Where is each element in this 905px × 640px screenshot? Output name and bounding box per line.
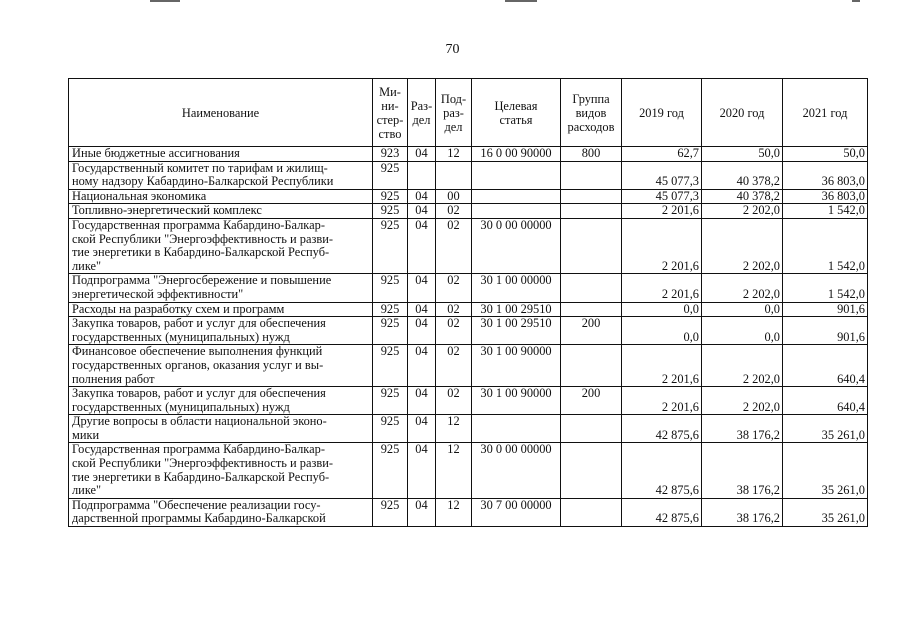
header-subsection: Под- раз- дел <box>436 79 472 147</box>
cell-ministry: 925 <box>373 443 408 498</box>
cell-ministry: 925 <box>373 274 408 302</box>
cell-name: Подпрограмма "Энергосбережение и повышение энергетической эффективности" <box>69 274 373 302</box>
table-row <box>69 387 868 415</box>
cell-2021: 36 803,0 <box>783 161 868 189</box>
cell-target-article: 30 7 00 00000 <box>472 498 561 526</box>
cell-target-article: 30 0 00 00000 <box>472 218 561 273</box>
cell-section <box>408 161 436 189</box>
cell-expense-group <box>561 204 622 219</box>
cell-2021: 901,6 <box>783 302 868 317</box>
cell-ministry: 925 <box>373 161 408 189</box>
cell-subsection: 00 <box>436 189 472 204</box>
cell-2019: 45 077,3 <box>622 189 702 204</box>
table-body <box>69 147 868 527</box>
cell-2019: 42 875,6 <box>622 498 702 526</box>
cell-subsection: 02 <box>436 387 472 415</box>
cell-ministry: 925 <box>373 498 408 526</box>
cell-target-article: 30 1 00 90000 <box>472 345 561 387</box>
cell-ministry: 925 <box>373 345 408 387</box>
cell-expense-group <box>561 161 622 189</box>
cell-section: 04 <box>408 345 436 387</box>
cell-2019: 62,7 <box>622 147 702 162</box>
cell-section: 04 <box>408 415 436 443</box>
cell-target-article <box>472 161 561 189</box>
cell-ministry: 925 <box>373 204 408 219</box>
cell-name: Другие вопросы в области национальной эконо- мики <box>69 415 373 443</box>
cell-name: Государственная программа Кабардино-Балкар- ской Республики "Энергоэффективность и разви- тие энергетики в Кабардино-Балкарской Респуб- лике" <box>69 443 373 498</box>
cell-2019: 2 201,6 <box>622 218 702 273</box>
cell-2020: 40 378,2 <box>702 161 783 189</box>
cell-target-article: 30 1 00 00000 <box>472 274 561 302</box>
table-row <box>69 302 868 317</box>
cell-expense-group <box>561 498 622 526</box>
header-section: Раз- дел <box>408 79 436 147</box>
cell-2019: 0,0 <box>622 302 702 317</box>
budget-table <box>68 78 868 527</box>
cell-subsection: 02 <box>436 204 472 219</box>
cell-2020: 38 176,2 <box>702 415 783 443</box>
header-name: Наименование <box>69 79 373 147</box>
table-row <box>69 274 868 302</box>
cell-subsection: 12 <box>436 147 472 162</box>
cell-name: Закупка товаров, работ и услуг для обеспечения государственных (муниципальных) нужд <box>69 317 373 345</box>
cell-ministry: 925 <box>373 415 408 443</box>
cell-2019: 42 875,6 <box>622 415 702 443</box>
top-rule-center <box>505 0 537 2</box>
table-row <box>69 498 868 526</box>
cell-2019: 0,0 <box>622 317 702 345</box>
cell-subsection: 02 <box>436 302 472 317</box>
cell-2020: 40 378,2 <box>702 189 783 204</box>
cell-2021: 1 542,0 <box>783 218 868 273</box>
table-row <box>69 218 868 273</box>
cell-expense-group: 800 <box>561 147 622 162</box>
cell-target-article: 30 1 00 29510 <box>472 302 561 317</box>
cell-name: Расходы на разработку схем и программ <box>69 302 373 317</box>
cell-target-article: 30 1 00 90000 <box>472 387 561 415</box>
cell-target-article: 16 0 00 90000 <box>472 147 561 162</box>
cell-expense-group <box>561 302 622 317</box>
cell-subsection: 12 <box>436 498 472 526</box>
cell-section: 04 <box>408 317 436 345</box>
cell-section: 04 <box>408 147 436 162</box>
cell-name: Топливно-энергетический комплекс <box>69 204 373 219</box>
cell-target-article: 30 1 00 29510 <box>472 317 561 345</box>
table-row <box>69 317 868 345</box>
cell-expense-group <box>561 415 622 443</box>
cell-expense-group <box>561 345 622 387</box>
cell-subsection: 12 <box>436 443 472 498</box>
cell-2021: 50,0 <box>783 147 868 162</box>
cell-name: Государственная программа Кабардино-Балкар- ской Республики "Энергоэффективность и разви- тие энергетики в Кабардино-Балкарской Респуб- лике" <box>69 218 373 273</box>
table-row <box>69 443 868 498</box>
cell-name: Закупка товаров, работ и услуг для обеспечения государственных (муниципальных) нужд <box>69 387 373 415</box>
header-year-2019: 2019 год <box>622 79 702 147</box>
cell-subsection <box>436 161 472 189</box>
cell-section: 04 <box>408 302 436 317</box>
cell-section: 04 <box>408 274 436 302</box>
cell-2021: 640,4 <box>783 387 868 415</box>
cell-2019: 2 201,6 <box>622 387 702 415</box>
table-row <box>69 161 868 189</box>
cell-expense-group: 200 <box>561 387 622 415</box>
page-number: 70 <box>445 42 460 57</box>
cell-2020: 2 202,0 <box>702 345 783 387</box>
cell-name: Иные бюджетные ассигнования <box>69 147 373 162</box>
cell-target-article <box>472 204 561 219</box>
cell-name: Финансовое обеспечение выполнения функций государственных органов, оказания услуг и вы- полнения работ <box>69 345 373 387</box>
cell-section: 04 <box>408 443 436 498</box>
cell-name: Государственный комитет по тарифам и жилищ- ному надзору Кабардино-Балкарской Республики <box>69 161 373 189</box>
cell-2021: 36 803,0 <box>783 189 868 204</box>
cell-2019: 2 201,6 <box>622 204 702 219</box>
header-ministry: Ми- ни- стер- ство <box>373 79 408 147</box>
cell-2020: 2 202,0 <box>702 218 783 273</box>
cell-2020: 0,0 <box>702 317 783 345</box>
cell-2021: 901,6 <box>783 317 868 345</box>
cell-subsection: 12 <box>436 415 472 443</box>
cell-2019: 2 201,6 <box>622 345 702 387</box>
cell-2019: 45 077,3 <box>622 161 702 189</box>
cell-section: 04 <box>408 498 436 526</box>
cell-2020: 50,0 <box>702 147 783 162</box>
cell-expense-group <box>561 189 622 204</box>
cell-ministry: 925 <box>373 218 408 273</box>
cell-2020: 0,0 <box>702 302 783 317</box>
cell-ministry: 925 <box>373 302 408 317</box>
table-row <box>69 345 868 387</box>
cell-2021: 35 261,0 <box>783 415 868 443</box>
top-rule-right <box>852 0 860 2</box>
header-target-article: Целевая статья <box>472 79 561 147</box>
table-row <box>69 204 868 219</box>
cell-2021: 1 542,0 <box>783 274 868 302</box>
cell-subsection: 02 <box>436 317 472 345</box>
cell-2020: 2 202,0 <box>702 274 783 302</box>
cell-target-article: 30 0 00 00000 <box>472 443 561 498</box>
table-header-row <box>69 79 868 147</box>
header-expense-group: Группа видов расходов <box>561 79 622 147</box>
cell-name: Национальная экономика <box>69 189 373 204</box>
cell-section: 04 <box>408 189 436 204</box>
header-year-2021: 2021 год <box>783 79 868 147</box>
cell-expense-group <box>561 443 622 498</box>
cell-2020: 38 176,2 <box>702 443 783 498</box>
cell-expense-group: 200 <box>561 317 622 345</box>
cell-section: 04 <box>408 387 436 415</box>
cell-subsection: 02 <box>436 274 472 302</box>
table-row <box>69 189 868 204</box>
cell-subsection: 02 <box>436 218 472 273</box>
cell-target-article <box>472 415 561 443</box>
cell-section: 04 <box>408 204 436 219</box>
cell-2021: 640,4 <box>783 345 868 387</box>
cell-expense-group <box>561 218 622 273</box>
cell-2020: 2 202,0 <box>702 204 783 219</box>
cell-expense-group <box>561 274 622 302</box>
cell-2021: 35 261,0 <box>783 443 868 498</box>
table-row <box>69 147 868 162</box>
cell-2021: 1 542,0 <box>783 204 868 219</box>
cell-ministry: 925 <box>373 189 408 204</box>
cell-ministry: 923 <box>373 147 408 162</box>
cell-2020: 38 176,2 <box>702 498 783 526</box>
header-year-2020: 2020 год <box>702 79 783 147</box>
cell-section: 04 <box>408 218 436 273</box>
cell-target-article <box>472 189 561 204</box>
table-row <box>69 415 868 443</box>
cell-2021: 35 261,0 <box>783 498 868 526</box>
cell-ministry: 925 <box>373 387 408 415</box>
cell-2019: 42 875,6 <box>622 443 702 498</box>
cell-2020: 2 202,0 <box>702 387 783 415</box>
cell-2019: 2 201,6 <box>622 274 702 302</box>
top-rule-left <box>150 0 180 2</box>
cell-ministry: 925 <box>373 317 408 345</box>
cell-name: Подпрограмма "Обеспечение реализации госу- дарственной программы Кабардино-Балкарской <box>69 498 373 526</box>
cell-subsection: 02 <box>436 345 472 387</box>
